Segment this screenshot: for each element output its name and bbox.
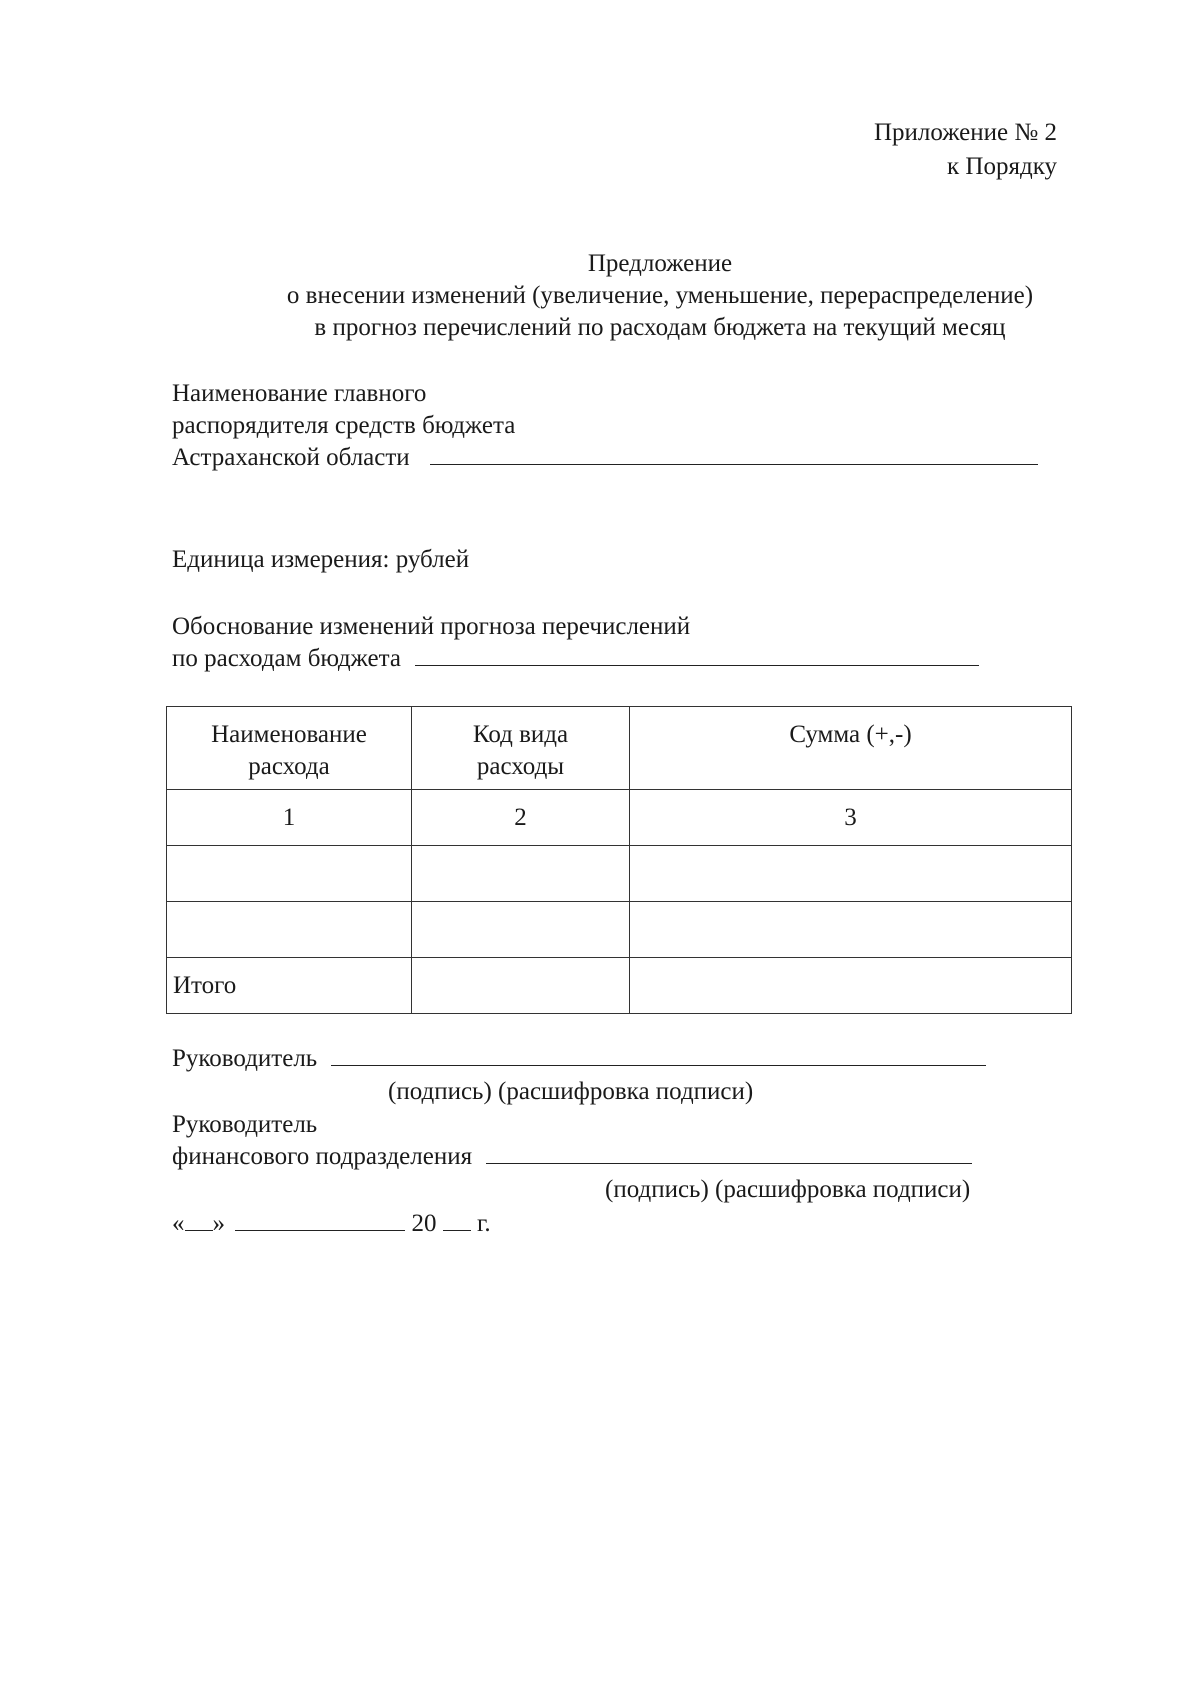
table-cell[interactable] [412,846,630,902]
table-total-row [167,958,1072,1014]
date-line [172,1208,491,1239]
column-number: 2 [412,790,630,846]
column-number: 1 [167,790,412,846]
basis-block [172,611,979,675]
year-prefix: 20 [411,1210,437,1237]
table-cell[interactable] [630,958,1072,1014]
header-expense-code: Код вида расходы [412,707,630,790]
date-close-quote: » [212,1210,225,1237]
title-line-3: в прогноз перечислений по расходам бюджета на текущий месяц [314,314,1006,341]
document-title [0,248,1200,344]
title-line-1: Предложение [587,250,733,277]
appendix-number: Приложение № 2 [873,119,1057,146]
head-signature-line [172,1043,986,1074]
basis-field[interactable] [415,664,979,666]
table-cell[interactable] [167,846,412,902]
year-field[interactable] [443,1229,471,1231]
year-suffix: г. [477,1210,491,1237]
table-cell[interactable] [630,846,1072,902]
title-line-2: о внесении изменений (увеличение, уменьшение, перераспределение) [286,282,1034,309]
header-expense-name: Наименование расхода [167,707,412,790]
org-label-line-1: Наименование главного [172,380,427,407]
basis-label-line-1: Обоснование изменений прогноза перечислений [172,613,691,640]
head-label: Руководитель [172,1045,318,1072]
finance-label-line-2: финансового подразделения [172,1143,473,1170]
table-cell[interactable] [412,902,630,958]
column-number: 3 [630,790,1072,846]
table-header-row [167,707,1072,790]
day-field[interactable] [185,1229,213,1231]
date-open-quote: « [172,1210,185,1237]
total-label: Итого [167,958,412,1014]
head-signature-caption: (подпись) (расшифровка подписи) [388,1078,754,1105]
finance-signature-block [172,1109,972,1173]
org-name-field[interactable] [430,463,1038,465]
finance-label-line-1: Руководитель [172,1111,318,1138]
table-row [167,902,1072,958]
table-row [167,846,1072,902]
head-signature-field[interactable] [331,1064,986,1066]
table-cell[interactable] [167,902,412,958]
finance-signature-field[interactable] [486,1162,972,1164]
table-cell[interactable] [412,958,630,1014]
table-cell[interactable] [630,902,1072,958]
finance-signature-caption: (подпись) (расшифровка подписи) [605,1176,971,1203]
table-column-numbers-row [167,790,1072,846]
appendix-header [874,116,1057,184]
month-field[interactable] [235,1229,405,1231]
unit-of-measure: Единица измерения: рублей [172,546,470,573]
org-label-line-3: Астраханской области [172,444,410,471]
organization-block [172,378,1038,474]
header-amount: Сумма (+,-) [630,707,1072,790]
basis-label-line-2: по расходам бюджета [172,645,401,672]
expense-table [166,706,1072,1014]
appendix-reference: к Порядку [947,153,1057,180]
org-label-line-2: распорядителя средств бюджета [172,412,516,439]
